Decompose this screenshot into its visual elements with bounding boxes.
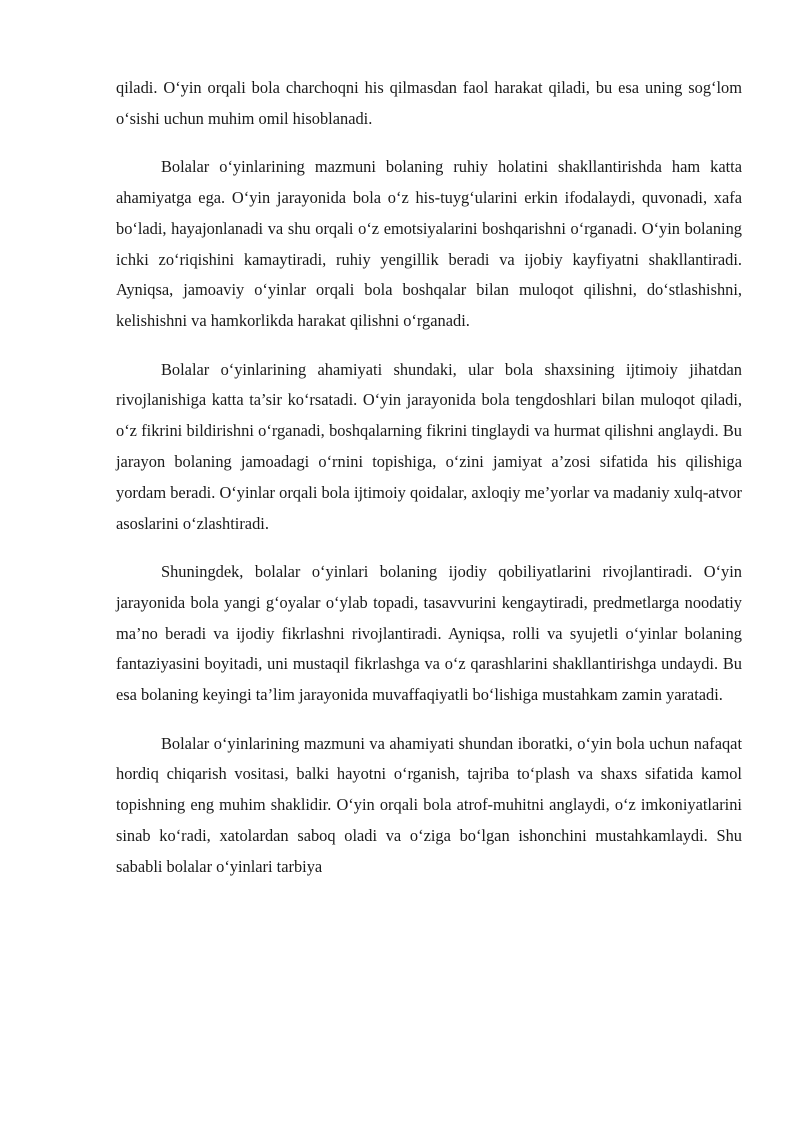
- document-body: [116, 73, 742, 900]
- paragraph-continuation: qiladi. O‘yin orqali bola charchoqni his qilmasdan faol harakat qiladi, bu esa uning sog‘lom o‘sishi uchun muhim omil hisoblanadi.: [116, 78, 742, 128]
- paragraph: Bolalar o‘yinlarining mazmuni bolaning ruhiy holatini shakllantirishda ham katta ahamiyatga ega. O‘yin jarayonida bola o‘z his-tuyg‘ularini erkin ifodalaydi, quvonadi, xafa bo‘ladi, hayajonlanadi va shu orqali o‘z emotsiyalarini boshqarishni o‘rganadi. O‘yin bolaning ichki zo‘riqishini kamaytiradi, ruhiy yengillik beradi va ijobiy kayfiyatni shakllantiradi. Ayniqsa, jamoaviy o‘yinlar orqali bola boshqalar bilan muloqot qilishni, do‘stlashishni, kelishishni va hamkorlikda harakat qilishni o‘rganadi.: [116, 157, 742, 331]
- paragraph: Shuningdek, bolalar o‘yinlari bolaning ijodiy qobiliyatlarini rivojlantiradi. O‘yin jarayonida bola yangi g‘oyalar o‘ylab topadi, tasavvurini kengaytiradi, predmetlarga noodatiy ma’no beradi va ijodiy fikrlashni rivojlantiradi. Ayniqsa, rolli va syujetli o‘yinlar bolaning fantaziyasini boyitadi, uni mustaqil fikrlashga va o‘z qarashlarini shakllantirishga undaydi. Bu esa bolaning keyingi ta’lim jarayonida muvaffaqiyatli bo‘lishiga mustahkam zamin yaratadi.: [116, 561, 742, 705]
- paragraph: Bolalar o‘yinlarining mazmuni va ahamiyati shundan iboratki, o‘yin bola uchun nafaqat hordiq chiqarish vositasi, balki hayotni o‘rganish, tajriba to‘plash va shaxs sifatida kamol topishning eng muhim shaklidir. O‘yin orqali bola atrof-muhitni anglaydi, o‘z imkoniyatlarini sinab ko‘radi, xatolardan saboq oladi va o‘ziga bo‘lgan ishonchini mustahkamlaydi. Shu sababli bolalar o‘yinlari tarbiya: [116, 733, 742, 876]
- paragraph: Bolalar o‘yinlarining ahamiyati shundaki, ular bola shaxsining ijtimoiy jihatdan rivojlanishiga katta ta’sir ko‘rsatadi. O‘yin jarayonida bola tengdoshlari bilan muloqot qiladi, o‘z fikrini bildirishni o‘rganadi, boshqalarning fikrini tinglaydi va hurmat qilishni anglaydi. Bu jarayon bolaning jamoadagi o‘rnini topishiga, o‘zini jamiyat a’zosi sifatida his qilishiga yordam beradi. O‘yinlar orqali bola ijtimoiy qoidalar, axloqiy me’yorlar va madaniy xulq-atvor asoslarini o‘zlashtiradi.: [116, 359, 742, 533]
